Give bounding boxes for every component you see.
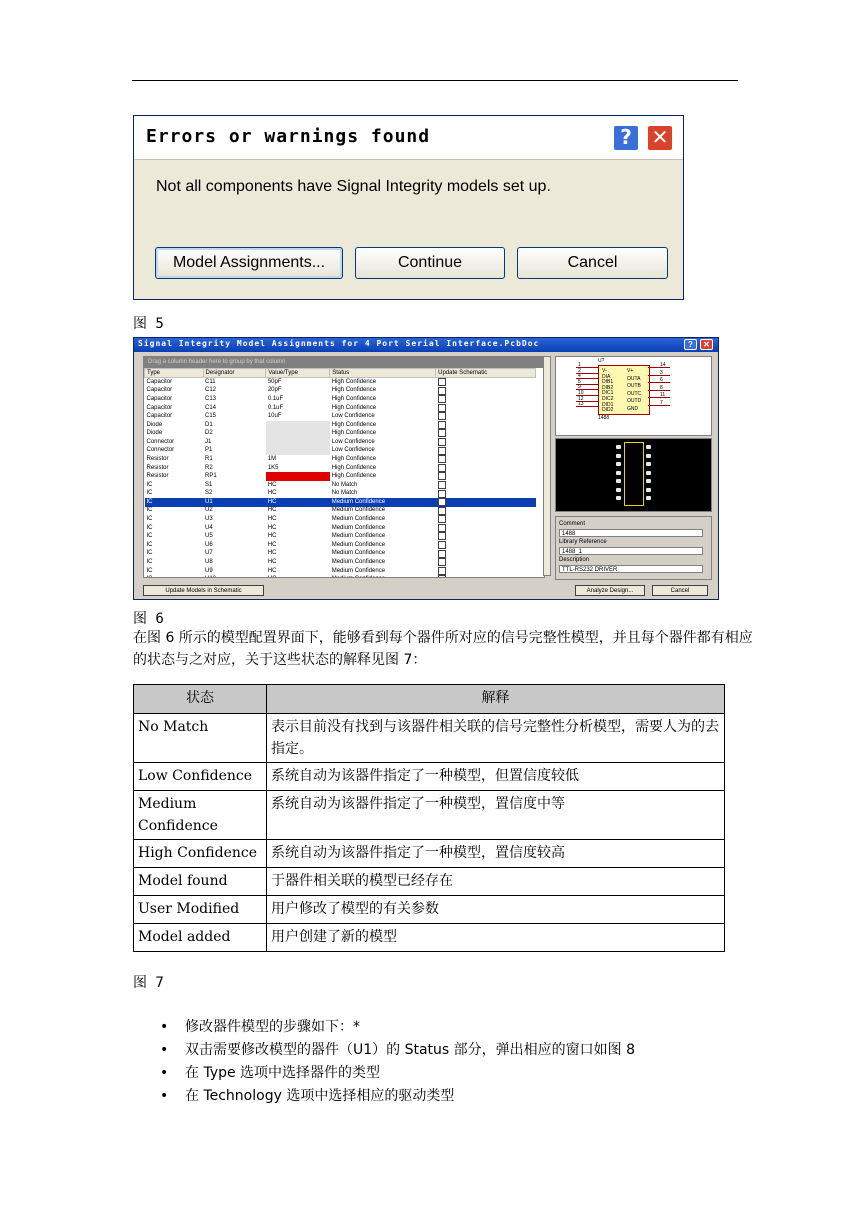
table-cell: Connector — [146, 447, 175, 454]
table-row[interactable] — [145, 541, 536, 550]
table-cell: R1 — [205, 455, 213, 462]
table-row[interactable] — [145, 395, 536, 404]
list-item: • 双击需要修改模型的器件（U1）的 Status 部分，弹出相应的窗口如图 8 — [160, 1039, 635, 1062]
update-schematic-checkbox[interactable] — [438, 387, 446, 395]
table-cell — [266, 438, 330, 447]
footprint-pad — [616, 471, 621, 475]
table-cell: Connector — [146, 438, 175, 445]
update-schematic-checkbox[interactable] — [438, 515, 446, 523]
chip-pin — [648, 375, 670, 376]
table-row — [134, 714, 725, 763]
table-row[interactable] — [145, 378, 536, 387]
update-models-button[interactable]: Update Models in Schematic — [143, 585, 264, 596]
footprint-outline — [624, 442, 644, 506]
table-cell: U6 — [205, 541, 213, 548]
table-row[interactable] — [145, 447, 536, 456]
table-cell — [266, 472, 330, 481]
chip-pin — [648, 405, 670, 406]
grid-scrollbar[interactable] — [543, 356, 551, 576]
chip-pin — [648, 382, 670, 383]
table-cell: IC — [146, 558, 153, 565]
footprint-pad — [646, 488, 651, 492]
table-cell: Resistor — [146, 455, 169, 462]
status-cell: No Match — [134, 714, 267, 763]
update-schematic-cell — [436, 507, 536, 516]
table-cell: C13 — [205, 395, 217, 402]
update-schematic-checkbox[interactable] — [438, 421, 446, 429]
update-schematic-cell — [436, 532, 536, 541]
update-schematic-cell — [436, 412, 536, 421]
footprint-pad — [646, 479, 651, 483]
table-cell: C14 — [205, 404, 217, 411]
table-cell — [145, 575, 204, 578]
table-cell: High Confidence — [331, 404, 377, 411]
table-cell: HC — [267, 481, 277, 488]
update-schematic-checkbox[interactable] — [438, 575, 446, 578]
table-cell: IC — [146, 516, 153, 523]
table-cell: U7 — [205, 550, 213, 557]
table-cell: HC — [266, 498, 330, 507]
update-schematic-checkbox[interactable] — [438, 498, 446, 506]
table-cell: Medium Confidence — [331, 567, 386, 574]
table-cell — [330, 575, 436, 578]
table-cell: High Confidence — [331, 378, 377, 385]
table-cell: IC — [146, 533, 153, 540]
table-cell: HC — [267, 550, 277, 557]
chip-pin-label: DIB1 — [602, 379, 614, 386]
column-header[interactable]: Designator — [203, 369, 266, 378]
update-schematic-checkbox[interactable] — [438, 541, 446, 549]
table-cell: No Match — [331, 490, 358, 497]
table-cell: Medium Confidence — [331, 558, 386, 565]
update-schematic-checkbox[interactable] — [438, 395, 446, 403]
table-row — [134, 924, 725, 952]
footprint-pad — [646, 462, 651, 466]
footprint-pad — [646, 445, 651, 449]
update-schematic-checkbox[interactable] — [438, 481, 446, 489]
pcb-footprint-preview — [555, 438, 712, 512]
update-schematic-cell — [436, 541, 536, 550]
help-icon[interactable]: ? — [612, 124, 640, 152]
table-cell: Resistor — [146, 473, 169, 480]
table-cell — [266, 447, 330, 456]
schematic-symbol-preview — [555, 356, 712, 436]
footprint-pad — [646, 496, 651, 500]
close-icon[interactable]: ✕ — [646, 124, 674, 152]
description-field: TTL-RS232 DRIVER — [559, 565, 703, 573]
footprint-pad — [616, 462, 621, 466]
status-cell: User Modified — [134, 896, 267, 924]
help-icon[interactable]: ? — [684, 339, 697, 350]
explanation-cell: 用户创建了新的模型 — [267, 924, 725, 952]
table-cell: High Confidence — [331, 473, 377, 480]
table-cell: RP1 — [205, 473, 217, 480]
chip-pin-number: 10 — [578, 390, 584, 396]
table-cell: HC — [267, 507, 277, 514]
chip-pin-label: DIA — [602, 373, 611, 380]
table-cell: IC — [146, 490, 153, 497]
status-cell: Model added — [134, 924, 267, 952]
table-row — [134, 868, 725, 896]
cancel-button[interactable]: Cancel — [517, 247, 668, 279]
update-schematic-checkbox[interactable] — [438, 378, 446, 386]
footprint-pad — [616, 479, 621, 483]
library-reference-field: 1488_1 — [559, 547, 703, 555]
table-cell: High Confidence — [331, 387, 377, 394]
table-cell: U9 — [205, 567, 213, 574]
explanation-cell: 表示目前没有找到与该器件相关联的信号完整性分析模型，需要人为的去指定。 — [267, 714, 725, 763]
si-model-assignments-dialog — [133, 337, 719, 600]
update-schematic-cell — [436, 498, 536, 507]
description-label: Description — [559, 557, 590, 563]
group-by-hint: Drag a column header here to group by that column — [144, 357, 544, 368]
update-schematic-cell — [436, 421, 536, 430]
update-schematic-checkbox[interactable] — [438, 464, 446, 472]
table-cell: 0.1uF — [267, 395, 284, 402]
footprint-pad — [646, 454, 651, 458]
figure5-caption: 图 5 — [133, 316, 164, 332]
chip-pin — [648, 390, 670, 391]
figure7-caption: 图 7 — [133, 975, 164, 991]
chip-pin-label: V- — [602, 368, 607, 374]
table-cell: 1M — [267, 455, 277, 462]
table-cell: IC — [146, 541, 153, 548]
footprint-pad — [616, 488, 621, 492]
chip-pin-label: V+ — [627, 368, 634, 374]
chip-pin-number: 3 — [660, 369, 663, 376]
errors-dialog-title: Errors or warnings found — [146, 126, 431, 147]
table-cell: HC — [267, 490, 277, 497]
status-explanation-table — [133, 684, 725, 952]
chip-pin — [648, 397, 670, 398]
table-cell: High Confidence — [331, 464, 377, 471]
update-schematic-cell — [436, 464, 536, 473]
chip-pin-number: 14 — [660, 362, 666, 368]
update-schematic-cell — [436, 524, 536, 533]
explanation-cell: 系统自动为该器件指定了一种模型，置信度中等 — [267, 791, 725, 840]
comment-label: Comment — [559, 521, 586, 527]
table-cell: U5 — [205, 533, 213, 540]
table-cell: D2 — [205, 430, 213, 437]
status-cell: Medium Confidence — [134, 791, 267, 840]
model-assignments-button[interactable]: Model Assignments... — [155, 247, 343, 279]
table-row — [134, 791, 725, 840]
table-row[interactable] — [145, 387, 536, 396]
table-cell: Medium Confidence — [331, 550, 386, 557]
table-cell: Capacitor — [146, 387, 173, 394]
table-row[interactable] — [145, 515, 536, 524]
update-schematic-checkbox[interactable] — [438, 447, 446, 455]
table-row[interactable] — [145, 455, 536, 464]
table-cell: High Confidence — [331, 421, 377, 428]
footprint-pad — [616, 454, 621, 458]
update-schematic-checkbox[interactable] — [438, 412, 446, 420]
chip-pin-number: 6 — [660, 377, 663, 383]
chip-pin-number: 7 — [660, 399, 663, 406]
update-schematic-cell — [436, 447, 536, 456]
chip-pin-label: DIB2 — [602, 384, 614, 391]
close-icon[interactable]: ✕ — [700, 339, 713, 350]
update-schematic-cell — [436, 395, 536, 404]
update-schematic-checkbox[interactable] — [438, 472, 446, 480]
update-schematic-checkbox[interactable] — [438, 524, 446, 532]
update-schematic-checkbox[interactable] — [438, 558, 446, 566]
chip-pin-label: GND — [627, 405, 639, 412]
table-row[interactable] — [145, 429, 536, 438]
chip-pin — [648, 367, 670, 368]
chip-pin-label: OUTC — [627, 390, 642, 397]
table-row[interactable] — [145, 472, 536, 481]
status-cell: High Confidence — [134, 840, 267, 868]
chip-pin-label: DIC1 — [602, 390, 614, 397]
table-cell: HC — [267, 516, 277, 523]
chip-pin-number: 11 — [660, 392, 666, 398]
header-rule — [132, 80, 738, 81]
chip-pin-number: 8 — [660, 384, 663, 391]
update-schematic-checkbox[interactable] — [438, 429, 446, 437]
table-cell: HC — [267, 533, 277, 540]
table-row[interactable] — [145, 404, 536, 413]
table-cell: Medium Confidence — [331, 507, 386, 514]
update-schematic-cell — [436, 378, 536, 387]
column-header[interactable]: Update Schematic — [436, 369, 536, 378]
table-row — [134, 763, 725, 791]
si-dialog-titlebar — [134, 338, 718, 352]
si-dialog-title: Signal Integrity Model Assignments for 4 Port Serial Interface.PcbDoc — [138, 339, 540, 348]
table-cell — [266, 575, 330, 578]
update-schematic-cell — [436, 455, 536, 464]
table-row[interactable] — [145, 481, 536, 490]
chip-pin-number: 4 — [578, 373, 581, 380]
chip-pin-label: DID1 — [602, 401, 614, 408]
table-row[interactable] — [145, 464, 536, 473]
chip-pin-number: 1 — [578, 362, 581, 368]
steps-list — [160, 1016, 635, 1108]
table-cell — [266, 421, 330, 430]
table-cell: 50pF — [267, 378, 282, 385]
table-cell: U1 — [203, 498, 266, 507]
chip-pin-label: OUTB — [627, 383, 641, 389]
update-schematic-cell — [436, 558, 536, 567]
update-schematic-cell — [436, 472, 536, 481]
table-row[interactable] — [145, 507, 536, 516]
table-cell: Diode — [146, 430, 163, 437]
footprint-pad — [616, 496, 621, 500]
update-schematic-cell — [436, 567, 536, 576]
explanation-header: 解释 — [267, 685, 725, 714]
table-cell: C15 — [205, 413, 217, 420]
table-row[interactable] — [145, 532, 536, 541]
column-header[interactable]: Value/Type — [266, 369, 330, 378]
table-row[interactable] — [145, 575, 536, 578]
table-cell: U2 — [205, 507, 213, 514]
table-row — [134, 840, 725, 868]
table-cell: 1K5 — [267, 464, 279, 471]
model-table — [144, 368, 536, 578]
analyze-design-button[interactable]: Analyze Design... — [575, 585, 645, 596]
table-cell: C11 — [205, 378, 216, 385]
table-cell: Low Confidence — [331, 447, 375, 454]
table-row[interactable] — [145, 490, 536, 499]
update-schematic-checkbox[interactable] — [438, 550, 446, 558]
update-schematic-cell — [436, 515, 536, 524]
chip-part-number: 1488 — [598, 415, 610, 421]
table-cell: Resistor — [146, 464, 169, 471]
table-row[interactable] — [145, 524, 536, 533]
update-schematic-cell — [436, 481, 536, 490]
chip-pin-number: 5 — [578, 378, 581, 385]
chip-pin-number: 2 — [578, 367, 581, 374]
update-schematic-cell — [436, 490, 536, 499]
table-cell: HC — [267, 567, 277, 574]
table-cell: 10uF — [267, 413, 282, 420]
table-cell: IC — [145, 498, 204, 507]
table-cell: Medium Confidence — [331, 533, 386, 540]
si-cancel-button[interactable]: Cancel — [652, 585, 708, 596]
table-cell: U8 — [205, 558, 213, 565]
chip-pin-label: DIC2 — [602, 396, 614, 402]
explanation-cell: 用户修改了模型的有关参数 — [267, 896, 725, 924]
list-item: • 在 Type 选项中选择器件的类型 — [160, 1062, 635, 1085]
table-row[interactable] — [145, 421, 536, 430]
table-row[interactable] — [145, 498, 536, 507]
table-cell: Diode — [146, 421, 163, 428]
status-cell: Low Confidence — [134, 763, 267, 791]
table-cell: S2 — [205, 490, 213, 497]
table-cell: 0.1uF — [267, 404, 284, 411]
footprint-pad — [616, 445, 621, 449]
table-cell: IC — [146, 507, 153, 514]
update-schematic-checkbox[interactable] — [438, 404, 446, 412]
table-row — [134, 896, 725, 924]
errors-dialog — [133, 115, 684, 300]
chip-symbol — [598, 365, 650, 415]
table-cell: Capacitor — [146, 404, 173, 411]
table-cell: Medium Confidence — [331, 541, 386, 548]
chip-pin-number: 12 — [578, 395, 584, 402]
table-cell: HC — [267, 541, 277, 548]
table-cell: IC — [146, 567, 153, 574]
update-schematic-checkbox[interactable] — [438, 567, 446, 575]
table-row[interactable] — [145, 558, 536, 567]
table-cell: U3 — [205, 516, 213, 523]
table-cell: IC — [146, 524, 153, 531]
table-cell: Capacitor — [146, 378, 173, 385]
update-schematic-checkbox[interactable] — [438, 455, 446, 463]
update-schematic-checkbox[interactable] — [438, 507, 446, 515]
table-cell — [203, 575, 266, 578]
table-row[interactable] — [145, 412, 536, 421]
chip-pin-label: OUTD — [627, 398, 642, 404]
footprint-pad — [646, 471, 651, 475]
status-cell: Model found — [134, 868, 267, 896]
table-cell: J1 — [205, 438, 212, 445]
update-schematic-checkbox[interactable] — [438, 438, 446, 446]
table-cell: Low Confidence — [331, 413, 375, 420]
explanation-cell: 系统自动为该器件指定了一种模型，置信度较高 — [267, 840, 725, 868]
table-cell: C12 — [205, 387, 217, 394]
list-item: • 在 Technology 选项中选择相应的驱动类型 — [160, 1085, 635, 1108]
table-cell: High Confidence — [331, 430, 377, 437]
component-info-panel — [555, 516, 712, 580]
table-cell: P1 — [205, 447, 213, 454]
table-cell: High Confidence — [331, 395, 377, 402]
table-cell: Low Confidence — [331, 438, 375, 445]
status-header: 状态 — [134, 685, 267, 714]
table-cell: 20pF — [267, 387, 282, 394]
update-schematic-cell — [436, 550, 536, 559]
errors-dialog-message: Not all components have Signal Integrity models set up. — [156, 178, 551, 195]
table-cell: R2 — [205, 464, 213, 471]
table-cell: U4 — [205, 524, 213, 531]
chip-pin-number: 13 — [578, 401, 584, 408]
table-row[interactable] — [145, 438, 536, 447]
table-cell: HC — [267, 524, 277, 531]
table-cell: No Match — [331, 481, 358, 488]
update-schematic-cell — [436, 438, 536, 447]
table-cell: Medium Confidence — [331, 524, 386, 531]
chip-pin-number: 9 — [578, 384, 581, 391]
table-cell: D1 — [205, 421, 213, 428]
column-header[interactable]: Type — [145, 369, 204, 378]
column-header[interactable]: Status — [330, 369, 436, 378]
table-cell: High Confidence — [331, 455, 377, 462]
update-schematic-cell — [436, 429, 536, 438]
update-schematic-cell — [436, 404, 536, 413]
update-schematic-cell — [436, 387, 536, 396]
table-cell: Capacitor — [146, 395, 173, 402]
table-cell: IC — [146, 481, 153, 488]
description-paragraph: 在图 6 所示的模型配置界面下，能够看到每个器件所对应的信号完整性模型，并且每个器件都有相应的状态与之对应，关于这些状态的解释见图 7： — [133, 630, 753, 668]
errors-dialog-titlebar — [134, 116, 683, 160]
explanation-cell: 于器件相关联的模型已经存在 — [267, 868, 725, 896]
continue-button[interactable]: Continue — [355, 247, 505, 279]
table-cell: IC — [146, 550, 153, 557]
chip-pin-label: OUTA — [627, 375, 641, 382]
update-schematic-checkbox[interactable] — [438, 490, 446, 498]
explanation-cell: 系统自动为该器件指定了一种模型，但置信度较低 — [267, 763, 725, 791]
table-cell: Capacitor — [146, 413, 173, 420]
chip-designator: U? — [598, 358, 605, 364]
table-cell: HC — [267, 558, 277, 565]
table-row[interactable] — [145, 550, 536, 559]
chip-pin-label: DID2 — [602, 407, 614, 414]
model-grid[interactable] — [143, 356, 545, 578]
table-cell: Medium Confidence — [331, 516, 386, 523]
table-row[interactable] — [145, 567, 536, 576]
update-schematic-cell — [436, 575, 536, 578]
library-reference-label: Library Reference — [559, 539, 607, 545]
table-cell: S1 — [205, 481, 213, 488]
list-item: • 修改器件模型的步骤如下：* — [160, 1016, 635, 1039]
table-cell — [266, 429, 330, 438]
figure6-caption: 图 6 — [133, 611, 164, 627]
update-schematic-checkbox[interactable] — [438, 532, 446, 540]
comment-field: 1488 — [559, 529, 703, 537]
table-cell: Medium Confidence — [330, 498, 436, 507]
